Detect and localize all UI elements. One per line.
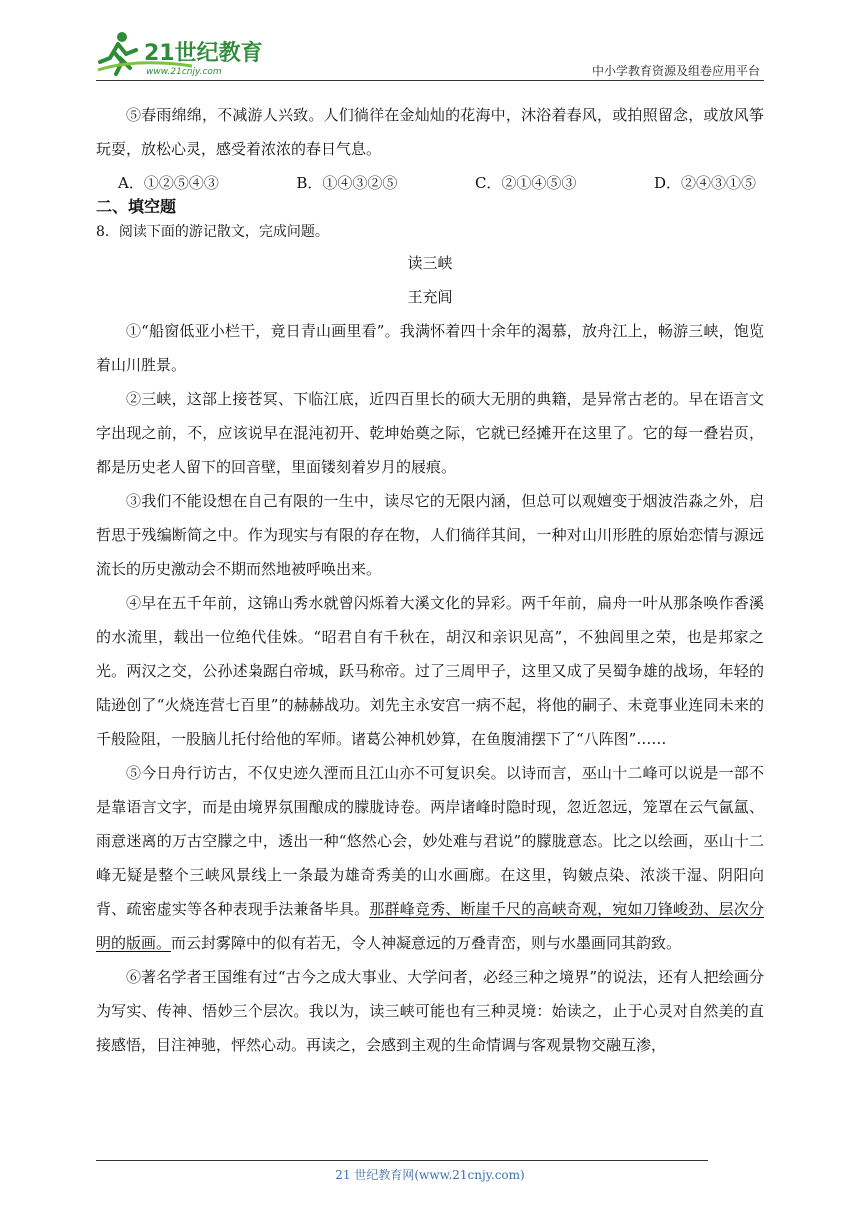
paragraph-2: ②三峡，这部上接苍冥、下临江底，近四百里长的硕大无朋的典籍，是异常古老的。早在语言文字出现之前，不，应该说早在混沌初开、乾坤始奠之际，它就已经摊开在这里了。它的每一叠岩页，都是历史老人留下的回音壁，里面镂刻着岁月的屐痕。 — [96, 390, 764, 476]
svg-text:www.21cnjy.com: www.21cnjy.com — [146, 67, 222, 77]
runner-logo-icon — [96, 28, 266, 78]
paragraph-5-text-b: 而云封雾障中的似有若无，令人神凝意远的万叠青峦，则与水墨画同其韵致。 — [171, 934, 682, 952]
option-b: B．①④③②⑤ — [296, 174, 398, 192]
document-body — [96, 98, 764, 1062]
item-5: ⑤春雨绵绵，不减游人兴致。人们徜徉在金灿灿的花海中，沐浴着春风，或拍照留念，或放风筝玩耍，放松心灵，感受着浓浓的春日气息。 — [96, 106, 764, 158]
logo — [96, 28, 266, 78]
essay-author: 王充闾 — [407, 288, 453, 306]
paragraph-6: ⑥著名学者王国维有过“古今之成大事业、大学问者，必经三种之境界”的说法，还有人把绘画分为写实、传神、悟妙三个层次。我以为，读三峡可能也有三种灵境：始读之，止于心灵对自然美的直接感悟，目注神驰，怦然心动。再读之，会感到主观的生命情调与客观景物交融互渗， — [96, 968, 764, 1054]
platform-name: 中小学教育资源及组卷应用平台 — [591, 64, 760, 78]
paragraph-5 — [96, 756, 764, 960]
svg-text:21世纪教育: 21世纪教育 — [144, 41, 263, 66]
paragraph-5-text-a: ⑤今日舟行访古，不仅史迹久湮而且江山亦不可复识矣。以诗而言，巫山十二峰可以说是一部不是靠语言文字，而是由境界氛围酿成的朦胧诗卷。两岸诸峰时隐时现，忽近忽远，笼罩在云气氤氲、雨意迷离的万古空朦之中，透出一种“悠然心会，妙处难与君说”的朦胧意态。比之以绘画，巫山十二峰无疑是整个三峡风景线上一条最为雄奇秀美的山水画廊。在这里，钩皴点染、浓淡干湿、阴阳向背、疏密虚实等各种表现手法兼备毕具。 — [96, 764, 764, 918]
essay-title: 读三峡 — [407, 254, 453, 272]
page-header — [96, 28, 764, 80]
option-d: D．②④③①⑤ — [653, 174, 756, 192]
section-title: 二、填空题 — [96, 197, 177, 216]
paragraph-4: ④早在五千年前，这锦山秀水就曾闪烁着大溪文化的异彩。两千年前，扁舟一叶从那条唤作香溪的水流里，载出一位绝代佳姝。“昭君自有千秋在，胡汉和亲识见高”，不独闾里之荣，也是邦家之光。两汉之交，公孙述枭踞白帝城，跃马称帝。过了三周甲子，这里又成了吴蜀争雄的战场，年轻的陆逊创了“火烧连营七百里”的赫赫战功。刘先主永安宫一病不起，将他的嗣子、未竟事业连同未来的千般险阻，一股脑儿托付给他的军师。诸葛公神机妙算，在鱼腹浦摆下了“八阵图”…… — [96, 594, 764, 748]
footer-divider — [96, 1160, 708, 1161]
option-a: A．①②⑤④③ — [118, 174, 219, 192]
footer-link[interactable]: 21 世纪教育网(www.21cnjy.com) — [335, 1168, 525, 1182]
header-divider — [96, 80, 764, 81]
option-c: C．②①④⑤③ — [474, 174, 577, 192]
paragraph-1: ①“船窗低亚小栏干，竟日青山画里看”。我满怀着四十余年的渴慕，放舟江上，畅游三峡，饱览着山川胜景。 — [96, 322, 764, 374]
answer-options — [96, 166, 764, 200]
paragraph-3: ③我们不能设想在自己有限的一生中，读尽它的无限内涵，但总可以观嬗变于烟波浩淼之外，启哲思于残编断简之中。作为现实与有限的存在物，人们徜徉其间，一种对山川形胜的原始恋情与源远流长的历史激动会不期而然地被呼唤出来。 — [96, 492, 764, 578]
underlined-sentence: 那群峰竞秀、断崖千尺的高峡奇观，宛如刀锋峻劲、层次分明的版画。 — [96, 900, 764, 952]
question-8: 8．阅读下面的游记散文，完成问题。 — [96, 224, 329, 240]
